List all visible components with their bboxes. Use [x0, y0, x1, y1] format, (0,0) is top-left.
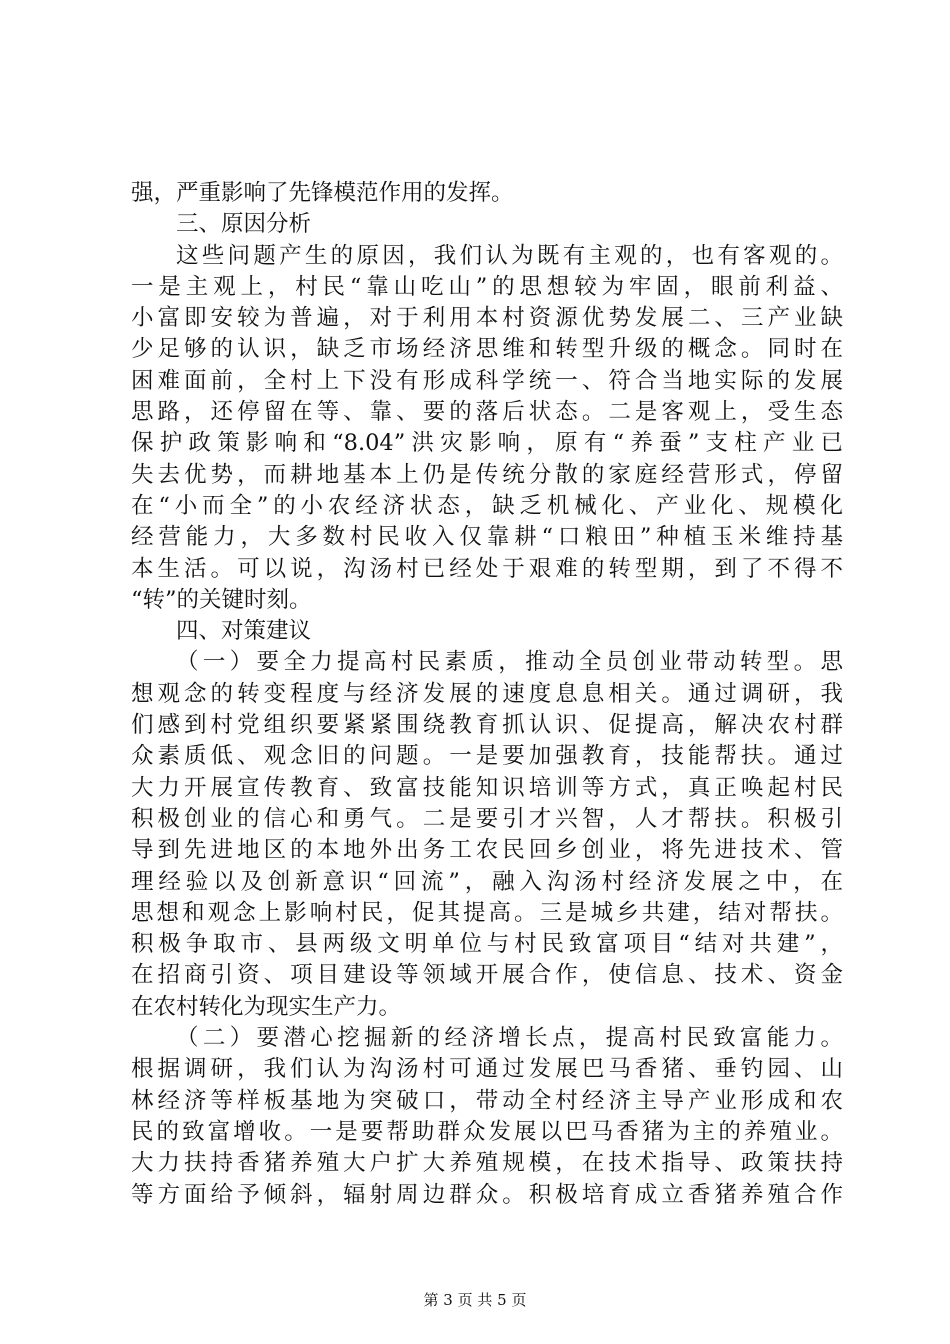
text-line: 大力开展宣传教育、致富技能知识培训等方式，真正唤起村民 — [131, 774, 843, 801]
text-line: （一）要全力提高村民素质，推动全员创业带动转型。思 — [176, 649, 843, 676]
text-line: 保护政策影响和“8.04”洪灾影响，原有“养蚕”支柱产业已 — [131, 430, 843, 457]
text-line: 思路，还停留在等、靠、要的落后状态。二是客观上，受生态 — [131, 399, 843, 426]
text-line: 等方面给予倾斜，辐射周边群众。积极培育成立香猪养殖合作 — [131, 1181, 843, 1208]
text-line: 小富即安较为普遍，对于利用本村资源优势发展二、三产业缺 — [131, 305, 843, 332]
text-line: “转”的关键时刻。 — [131, 586, 312, 613]
text-line: 在“小而全”的小农经济状态，缺乏机械化、产业化、规模化 — [131, 492, 843, 519]
text-line: （二）要潜心挖掘新的经济增长点，提高村民致富能力。 — [176, 1025, 843, 1052]
text-line: 失去优势，而耕地基本上仍是传统分散的家庭经营形式，停留 — [131, 461, 843, 488]
text-line: 大力扶持香猪养殖大户扩大养殖规模，在技术指导、政策扶持 — [131, 1150, 843, 1177]
text-line: 困难面前，全村上下没有形成科学统一、符合当地实际的发展 — [131, 367, 843, 394]
text-line: 在招商引资、项目建设等领域开展合作，使信息、技术、资金 — [131, 962, 843, 989]
text-line: 在农村转化为现实生产力。 — [131, 993, 402, 1020]
text-line: 众素质低、观念旧的问题。一是要加强教育，技能帮扶。通过 — [131, 743, 843, 770]
text-line: 导到先进地区的本地外出务工农民回乡创业，将先进技术、管 — [131, 837, 843, 864]
text-line: 积极争取市、县两级文明单位与村民致富项目“结对共建”， — [131, 931, 843, 958]
text-line: 想观念的转变程度与经济发展的速度息息相关。通过调研，我 — [131, 680, 843, 707]
text-line: 经营能力，大多数村民收入仅靠耕“口粮田”种植玉米维持基 — [131, 524, 843, 551]
text-line: 理经验以及创新意识“回流”，融入沟汤村经济发展之中，在 — [131, 868, 843, 895]
text-line: 根据调研，我们认为沟汤村可通过发展巴马香猪、垂钓园、山 — [131, 1056, 843, 1083]
text-line: 一是主观上，村民“靠山吃山”的思想较为牢固，眼前利益、 — [131, 273, 843, 300]
text-line: 强，严重影响了先锋模范作用的发挥。 — [131, 180, 514, 206]
text-line: 思想和观念上影响村民，促其提高。三是城乡共建，结对帮扶。 — [131, 899, 843, 926]
page-footer: 第 3 页 共 5 页 — [423, 1291, 527, 1309]
text-line: 这些问题产生的原因，我们认为既有主观的，也有客观的。 — [176, 242, 843, 269]
text-line: 少足够的认识，缺乏市场经济思维和转型升级的概念。同时在 — [131, 336, 843, 363]
text-line: 林经济等样板基地为突破口，带动全村经济主导产业形成和农 — [131, 1087, 843, 1114]
text-line: 积极创业的信心和勇气。二是要引才兴智，人才帮扶。积极引 — [131, 805, 843, 832]
document-body — [131, 178, 843, 1211]
text-line: 三、原因分析 — [176, 211, 312, 238]
text-line: 民的致富增收。一是要帮助群众发展以巴马香猪为主的养殖业。 — [131, 1118, 843, 1145]
text-line: 们感到村党组织要紧紧围绕教育抓认识、促提高，解决农村群 — [131, 712, 843, 739]
text-line: 本生活。可以说，沟汤村已经处于艰难的转型期，到了不得不 — [131, 555, 843, 582]
text-line: 四、对策建议 — [176, 618, 312, 645]
